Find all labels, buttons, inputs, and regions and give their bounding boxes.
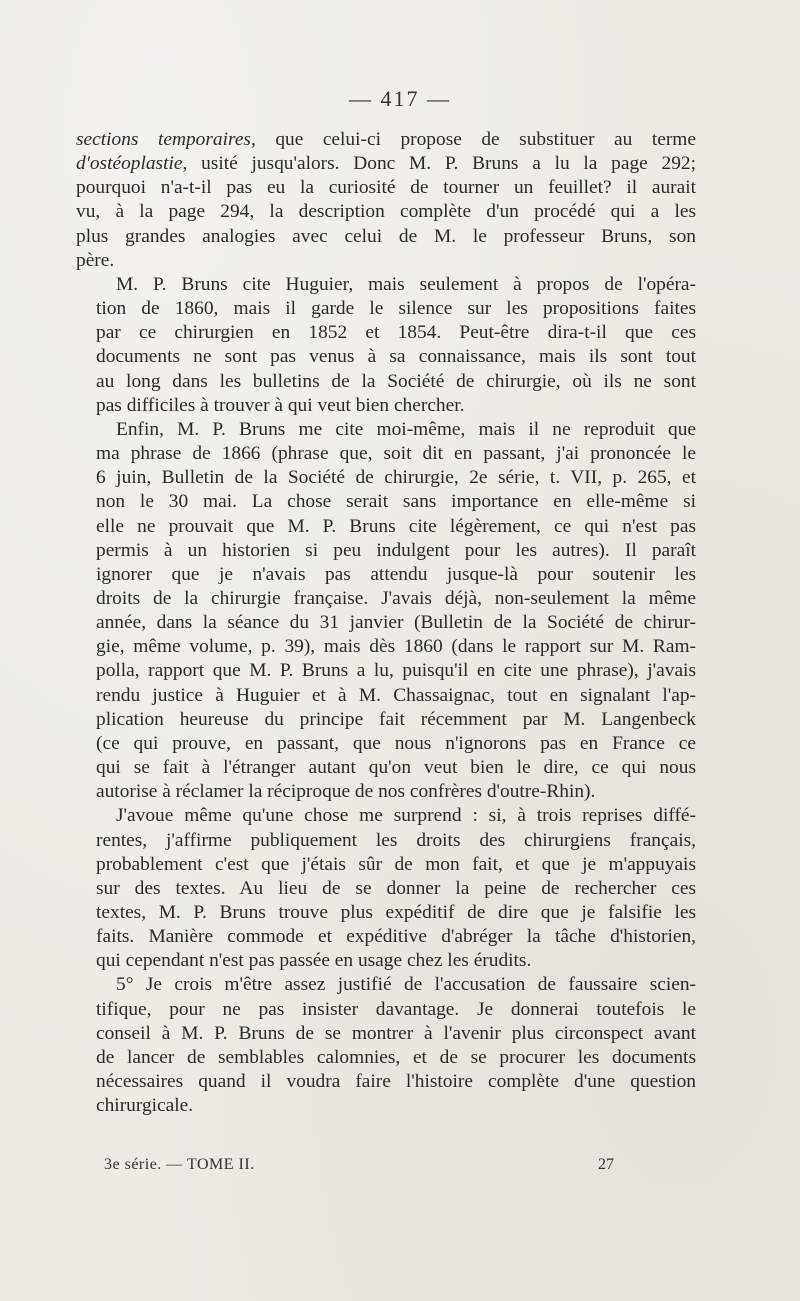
text-line: conseil à M. P. Bruns de se montrer à l'avenir plus circonspect avant <box>96 1022 696 1044</box>
text-line: gie, même volume, p. 39), mais dès 1860 (dans le rapport sur M. Ram- <box>96 636 696 658</box>
text-line: documents ne sont pas venus à sa connaissance, mais ils sont tout <box>96 346 696 368</box>
text-line: tion de 1860, mais il garde le silence sur les propositions faites <box>96 298 696 320</box>
text-line: non le 30 mai. La chose serait sans importance en elle-même si <box>96 491 696 513</box>
text-line: rendu justice à Huguier et à M. Chassaignac, tout en signalant l'ap- <box>96 684 696 706</box>
paragraph-1 <box>76 128 696 273</box>
text-line: elle ne prouvait que M. P. Bruns cite légèrement, ce qui n'est pas <box>96 515 696 537</box>
paragraph-4 <box>76 804 696 973</box>
text-line <box>76 128 696 152</box>
text-line: J'avoue même qu'une chose me surprend : si, à trois reprises diffé- <box>116 805 696 827</box>
text-line: polla, rapport que M. P. Bruns a lu, puisqu'il en cite une phrase), j'avais <box>96 660 696 682</box>
text-line: droits de la chirurgie française. J'avais déjà, non-seulement la même <box>96 587 696 609</box>
text-line: pas difficiles à trouver à qui veut bien chercher. <box>96 394 465 416</box>
text-line <box>76 152 696 176</box>
text-line: pourquoi n'a-t-il pas eu la curiosité de tourner un feuillet? il aurait <box>76 177 696 199</box>
text-line: (ce qui prouve, en passant, que nous n'ignorons pas en France ce <box>96 732 696 754</box>
text-line: tifique, pour ne pas insister davantage. Je donnerai toutefois le <box>96 998 696 1020</box>
text-line: année, dans la séance du 31 janvier (Bulletin de la Société de chirur- <box>96 612 696 634</box>
italic-term: sections temporaires, <box>76 129 256 150</box>
text-line: permis à un historien si peu indulgent pour les autres). Il paraît <box>96 539 696 561</box>
text-line: probablement c'est que j'étais sûr de mon fait, et que je m'appuyais <box>96 853 696 875</box>
text-line: nécessaires quand il voudra faire l'histoire complète d'une question <box>96 1071 696 1093</box>
text-line: par ce chirurgien en 1852 et 1854. Peut-être dira-t-il que ces <box>96 322 696 344</box>
text-line: père. <box>76 249 115 271</box>
text-line: M. P. Bruns cite Huguier, mais seulement à propos de l'opéra- <box>116 273 696 295</box>
line-text: que celui-ci propose de substituer au terme <box>255 129 696 150</box>
text-line: qui cependant n'est pas passée en usage chez les érudits. <box>96 950 532 972</box>
text-line: autorise à réclamer la réciproque de nos confrères d'outre-Rhin). <box>96 781 596 803</box>
body-text <box>76 128 696 1118</box>
text-line: vu, à la page 294, la description complète d'un procédé qui a les <box>76 201 696 223</box>
text-line: rentes, j'affirme publiquement les droits des chirurgiens français, <box>96 829 696 851</box>
text-line: ma phrase de 1866 (phrase que, soit dit en passant, j'ai prononcée le <box>96 443 696 465</box>
text-line: qui se fait à l'étranger autant qu'on veut bien le dire, ce qui nous <box>96 757 696 779</box>
text-line: au long dans les bulletins de la Société de chirurgie, où ils ne sont <box>96 370 696 392</box>
line-text: usité jusqu'alors. Donc M. P. Bruns a lu la page 292; <box>187 153 696 175</box>
text-line: ignorer que je n'avais pas attendu jusque-là pour soutenir les <box>96 563 696 585</box>
text-line: 6 juin, Bulletin de la Société de chirurgie, 2e série, t. VII, p. 265, et <box>96 467 696 489</box>
text-line: plication heureuse du principe fait récemment par M. Langenbeck <box>96 708 696 730</box>
signature-mark: 27 <box>598 1156 614 1173</box>
text-line: 5° Je crois m'être assez justifié de l'accusation de faussaire scien- <box>116 974 696 996</box>
paragraph-2 <box>76 273 696 418</box>
text-line: de lancer de semblables calomnies, et de se procurer les documents <box>96 1046 696 1068</box>
paragraph-5 <box>76 973 696 1118</box>
page-number: — 417 — <box>349 86 451 111</box>
text-line: textes, M. P. Bruns trouve plus expéditif de dire que je falsifie les <box>96 902 696 923</box>
text-line: plus grandes analogies avec celui de M. le professeur Bruns, son <box>76 225 696 247</box>
text-line: chirurgicale. <box>96 1095 194 1117</box>
text-line: faits. Manière commode et expéditive d'abréger la tâche d'historien, <box>96 926 696 948</box>
text-line: sur des textes. Au lieu de se donner la peine de rechercher ces <box>96 877 696 899</box>
series-volume-label: 3e série. — TOME II. <box>104 1156 255 1173</box>
paragraph-3 <box>76 418 696 805</box>
text-line: Enfin, M. P. Bruns me cite moi-même, mais il ne reproduit que <box>116 418 696 440</box>
italic-term: d'ostéoplastie, <box>76 153 188 175</box>
